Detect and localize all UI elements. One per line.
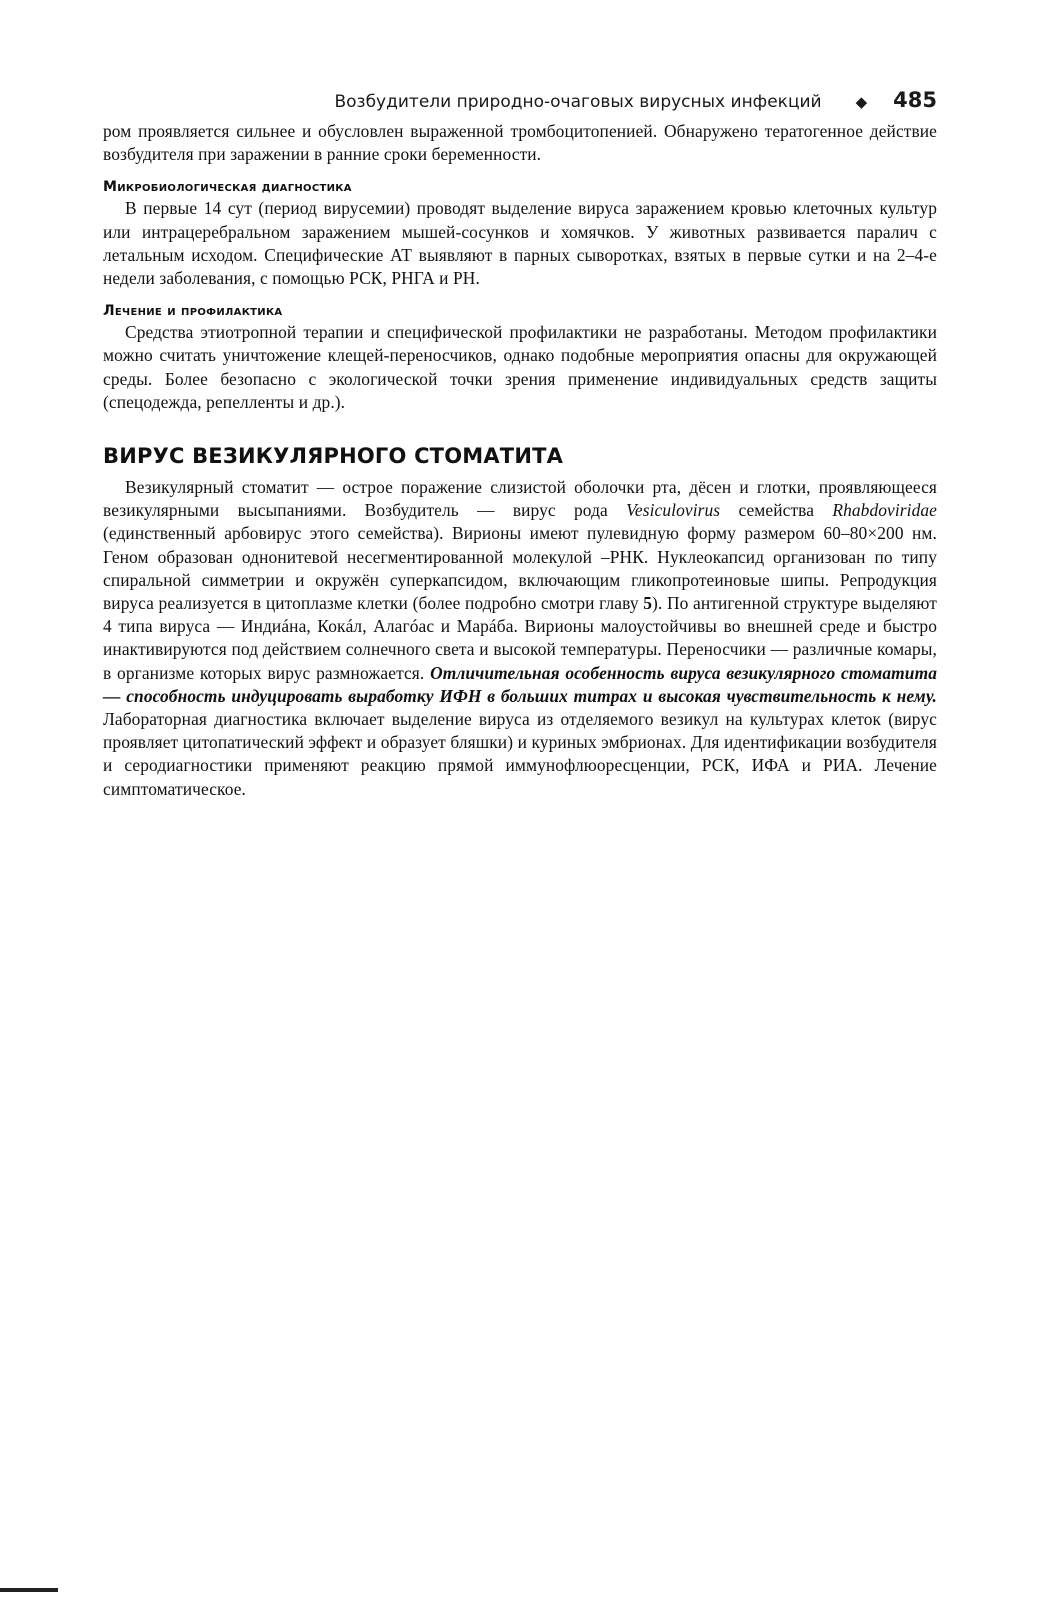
- footer-rule: [0, 1588, 58, 1592]
- chapter-paragraph: [103, 476, 937, 801]
- treatment-paragraph: Средства этиотропной терапии и специфической профилактики не разработаны. Методом профилактики можно считать уничтожение клещей-переносчиков, однако подобные мероприятия опасны для окружающей среды. Более безопасно с экологической точки зрения применение индивидуальных средств защиты (спецодежда, репелленты и др.).: [103, 322, 937, 412]
- running-title: Возбудители природно-очаговых вирусных инфекций: [334, 92, 822, 112]
- text-run: Везикулярный стоматит — острое поражение слизистой оболочки рта, дёсен и глотки, проявляющееся везикулярными высыпаниями. Возбудитель — вирус рода: [103, 477, 937, 521]
- intro-paragraph: ром проявляется сильнее и обусловлен выраженной тромбоцитопенией. Обнаружено тератогенное действие возбудителя при заражении в ранние сроки беременности.: [103, 121, 937, 165]
- section-heading-diagnostics: Микробиологическая диагностика: [103, 179, 352, 196]
- emphasized-statement: Отличительная особенность вируса везикулярного стоматита — способность индуцировать выработку ИФН в больших титрах и высокая чувствительность к нему.: [103, 662, 937, 706]
- book-page: [103, 88, 937, 801]
- text-run: (единственный арбовирус этого семейства). Вирионы имеют пулевидную форму размером 60–80×200 нм. Геном образован однонитевой несегментированной молекулой –РНК. Нуклеокапсид организован по типу спиральной симметрии и окружён суперкапсидом, включающим гликопротеиновые шипы. Репродукция вируса реализуется в цитоплазме клетки (более подробно смотри главу: [103, 523, 937, 614]
- chapter-title: ВИРУС ВЕЗИКУЛЯРНОГО СТОМАТИТА: [103, 444, 564, 469]
- page-number: 485: [893, 88, 937, 112]
- running-header: [103, 88, 937, 120]
- text-run: ). По антигенной структуре выделяют 4 типа вируса — Индиáна, Кокáл, Алагóас и Марáба. Вирионы малоустойчивы во внешней среде и быстро инактивируются под действием солнечного света и высокой температуры. Переносчики — различные комары, в организме которых вирус размножается.: [103, 593, 937, 683]
- chapter-reference: 5: [643, 593, 653, 614]
- genus-name: Vesiculovirus: [626, 500, 721, 521]
- text-run: Лабораторная диагностика включает выделение вируса из отделяемого везикул на культурах клеток (вирус проявляет цитопатический эффект и образует бляшки) и куриных эмбрионах. Для идентификации возбудителя и серодиагностики применяют реакцию прямой иммунофлюоресценции, РСК, ИФА и РИА. Лечение симптоматическое.: [103, 709, 937, 799]
- family-name: Rhabdoviridae: [832, 500, 938, 521]
- diagnostics-paragraph: В первые 14 сут (период вирусемии) проводят выделение вируса заражением кровью клеточных культур или интрацеребральном заражением мышей-сосунков и хомячков. У животных развивается паралич с летальным исходом. Специфические АТ выявляют в парных сыворотках, взятых в первые сутки и на 2–4-е недели заболевания, с помощью РСК, РНГА и РН.: [103, 198, 937, 289]
- text-run: семейства: [720, 500, 833, 521]
- section-heading-treatment: Лечение и профилактика: [103, 303, 283, 320]
- diamond-icon: ◆: [855, 93, 868, 111]
